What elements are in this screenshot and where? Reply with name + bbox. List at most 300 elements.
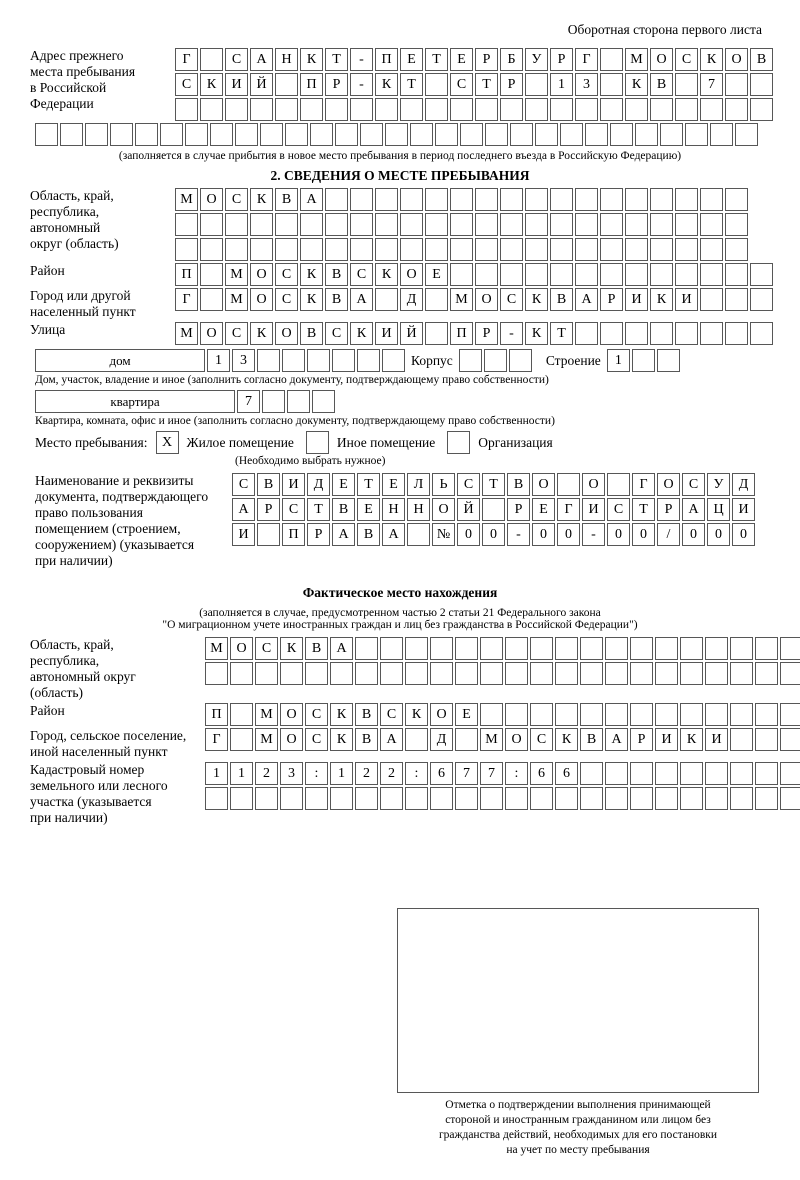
comb-cell[interactable] xyxy=(484,349,507,372)
comb-cell[interactable] xyxy=(705,703,728,726)
comb-cell[interactable]: С xyxy=(500,288,523,311)
comb-cell[interactable]: К xyxy=(375,263,398,286)
comb-cell[interactable]: - xyxy=(350,48,373,71)
comb-cell[interactable] xyxy=(755,728,778,751)
comb-cell[interactable]: Д xyxy=(400,288,423,311)
comb-cell[interactable]: 0 xyxy=(532,523,555,546)
comb-cell[interactable] xyxy=(135,123,158,146)
comb-cell[interactable]: Р xyxy=(507,498,530,521)
comb-cell[interactable] xyxy=(500,213,523,236)
comb-cell[interactable] xyxy=(250,98,273,121)
comb-cell[interactable] xyxy=(525,73,548,96)
comb-cell[interactable] xyxy=(755,637,778,660)
comb-cell[interactable] xyxy=(600,238,623,261)
comb-cell[interactable]: Е xyxy=(357,498,380,521)
comb-cell[interactable] xyxy=(450,98,473,121)
comb-cell[interactable] xyxy=(675,322,698,345)
comb-cell[interactable] xyxy=(425,238,448,261)
comb-cell[interactable] xyxy=(657,349,680,372)
comb-cell[interactable] xyxy=(525,238,548,261)
comb-cell[interactable] xyxy=(380,662,403,685)
comb-cell[interactable]: О xyxy=(400,263,423,286)
comb-cell[interactable] xyxy=(35,123,58,146)
comb-cell[interactable] xyxy=(375,213,398,236)
comb-cell[interactable] xyxy=(275,98,298,121)
comb-cell[interactable]: К xyxy=(330,728,353,751)
comb-cell[interactable] xyxy=(300,213,323,236)
comb-cell[interactable]: К xyxy=(250,322,273,345)
comb-cell[interactable] xyxy=(655,637,678,660)
comb-cell[interactable]: О xyxy=(250,288,273,311)
comb-cell[interactable] xyxy=(175,213,198,236)
comb-cell[interactable]: 0 xyxy=(732,523,755,546)
comb-cell[interactable] xyxy=(405,728,428,751)
comb-cell[interactable] xyxy=(460,123,483,146)
comb-cell[interactable]: С xyxy=(682,473,705,496)
comb-cell[interactable]: 1 xyxy=(230,762,253,785)
comb-cell[interactable]: Г xyxy=(175,288,198,311)
comb-cell[interactable]: - xyxy=(500,322,523,345)
comb-cell[interactable]: О xyxy=(275,322,298,345)
comb-cell[interactable]: 0 xyxy=(707,523,730,546)
comb-cell[interactable]: : xyxy=(505,762,528,785)
comb-cell[interactable]: Р xyxy=(475,322,498,345)
comb-cell[interactable]: Й xyxy=(457,498,480,521)
comb-cell[interactable] xyxy=(605,662,628,685)
comb-cell[interactable] xyxy=(275,213,298,236)
comb-cell[interactable]: А xyxy=(605,728,628,751)
comb-cell[interactable] xyxy=(355,637,378,660)
comb-cell[interactable]: О xyxy=(200,322,223,345)
comb-cell[interactable]: К xyxy=(200,73,223,96)
checkbox-residential[interactable]: X xyxy=(156,431,179,454)
comb-cell[interactable] xyxy=(575,263,598,286)
comb-cell[interactable] xyxy=(575,238,598,261)
comb-cell[interactable]: Т xyxy=(550,322,573,345)
comb-cell[interactable] xyxy=(555,637,578,660)
comb-cell[interactable] xyxy=(675,213,698,236)
comb-cell[interactable] xyxy=(325,188,348,211)
comb-cell[interactable] xyxy=(200,263,223,286)
comb-cell[interactable]: С xyxy=(380,703,403,726)
comb-cell[interactable]: И xyxy=(705,728,728,751)
comb-cell[interactable]: О xyxy=(250,263,273,286)
comb-cell[interactable]: Т xyxy=(482,473,505,496)
comb-cell[interactable]: М xyxy=(205,637,228,660)
comb-cell[interactable] xyxy=(600,98,623,121)
comb-cell[interactable] xyxy=(655,662,678,685)
comb-cell[interactable] xyxy=(505,703,528,726)
comb-cell[interactable]: В xyxy=(357,523,380,546)
comb-cell[interactable] xyxy=(85,123,108,146)
comb-cell[interactable] xyxy=(550,263,573,286)
comb-cell[interactable] xyxy=(325,98,348,121)
comb-cell[interactable] xyxy=(475,188,498,211)
confirmation-stamp-box[interactable] xyxy=(397,908,759,1093)
comb-cell[interactable] xyxy=(575,213,598,236)
comb-cell[interactable]: А xyxy=(382,523,405,546)
comb-cell[interactable]: К xyxy=(700,48,723,71)
comb-cell[interactable] xyxy=(607,473,630,496)
comb-cell[interactable]: 0 xyxy=(457,523,480,546)
comb-cell[interactable] xyxy=(625,188,648,211)
comb-cell[interactable] xyxy=(430,662,453,685)
comb-cell[interactable] xyxy=(660,123,683,146)
comb-cell[interactable] xyxy=(750,98,773,121)
comb-cell[interactable]: И xyxy=(232,523,255,546)
comb-cell[interactable] xyxy=(580,662,603,685)
comb-cell[interactable]: Б xyxy=(500,48,523,71)
comb-cell[interactable]: А xyxy=(350,288,373,311)
comb-cell[interactable] xyxy=(475,98,498,121)
comb-cell[interactable]: Д xyxy=(732,473,755,496)
comb-cell[interactable] xyxy=(350,213,373,236)
comb-cell[interactable]: В xyxy=(355,703,378,726)
comb-cell[interactable] xyxy=(287,390,310,413)
comb-cell[interactable] xyxy=(375,238,398,261)
comb-cell[interactable]: М xyxy=(225,288,248,311)
comb-cell[interactable] xyxy=(160,123,183,146)
comb-cell[interactable]: С xyxy=(450,73,473,96)
comb-cell[interactable]: С xyxy=(325,322,348,345)
comb-cell[interactable] xyxy=(780,728,800,751)
comb-cell[interactable]: В xyxy=(550,288,573,311)
comb-cell[interactable]: К xyxy=(525,322,548,345)
comb-cell[interactable] xyxy=(725,73,748,96)
comb-cell[interactable]: А xyxy=(380,728,403,751)
comb-cell[interactable]: Р xyxy=(550,48,573,71)
comb-cell[interactable] xyxy=(725,238,748,261)
comb-cell[interactable] xyxy=(355,787,378,810)
comb-cell[interactable]: 3 xyxy=(280,762,303,785)
comb-cell[interactable] xyxy=(635,123,658,146)
comb-cell[interactable] xyxy=(625,213,648,236)
comb-cell[interactable]: О xyxy=(505,728,528,751)
comb-cell[interactable]: С xyxy=(305,703,328,726)
comb-cell[interactable] xyxy=(60,123,83,146)
comb-cell[interactable] xyxy=(405,662,428,685)
comb-cell[interactable] xyxy=(750,288,773,311)
comb-cell[interactable]: П xyxy=(282,523,305,546)
comb-cell[interactable]: И xyxy=(655,728,678,751)
comb-cell[interactable]: С xyxy=(232,473,255,496)
comb-cell[interactable] xyxy=(257,349,280,372)
comb-cell[interactable] xyxy=(255,787,278,810)
comb-cell[interactable] xyxy=(262,390,285,413)
comb-cell[interactable] xyxy=(700,238,723,261)
comb-cell[interactable] xyxy=(650,213,673,236)
comb-cell[interactable]: С xyxy=(675,48,698,71)
comb-cell[interactable] xyxy=(605,703,628,726)
comb-cell[interactable]: М xyxy=(625,48,648,71)
comb-cell[interactable]: К xyxy=(300,48,323,71)
comb-cell[interactable] xyxy=(360,123,383,146)
comb-cell[interactable] xyxy=(575,98,598,121)
comb-cell[interactable]: У xyxy=(707,473,730,496)
comb-cell[interactable]: В xyxy=(325,288,348,311)
comb-cell[interactable] xyxy=(655,787,678,810)
comb-cell[interactable]: Е xyxy=(382,473,405,496)
comb-cell[interactable] xyxy=(475,263,498,286)
comb-cell[interactable]: 7 xyxy=(455,762,478,785)
comb-cell[interactable] xyxy=(700,213,723,236)
comb-cell[interactable]: К xyxy=(555,728,578,751)
comb-cell[interactable] xyxy=(725,98,748,121)
comb-cell[interactable]: Г xyxy=(175,48,198,71)
comb-cell[interactable]: 7 xyxy=(237,390,260,413)
comb-cell[interactable]: Р xyxy=(630,728,653,751)
comb-cell[interactable]: О xyxy=(230,637,253,660)
comb-cell[interactable] xyxy=(710,123,733,146)
comb-cell[interactable] xyxy=(325,213,348,236)
comb-cell[interactable]: Т xyxy=(307,498,330,521)
comb-cell[interactable] xyxy=(475,213,498,236)
comb-cell[interactable]: О xyxy=(532,473,555,496)
comb-cell[interactable]: О xyxy=(280,703,303,726)
comb-cell[interactable] xyxy=(275,238,298,261)
comb-cell[interactable] xyxy=(550,98,573,121)
comb-cell[interactable] xyxy=(730,703,753,726)
comb-cell[interactable]: А xyxy=(682,498,705,521)
comb-cell[interactable]: Т xyxy=(400,73,423,96)
comb-cell[interactable] xyxy=(500,188,523,211)
comb-cell[interactable] xyxy=(700,322,723,345)
comb-cell[interactable] xyxy=(550,213,573,236)
comb-cell[interactable]: К xyxy=(350,322,373,345)
comb-cell[interactable] xyxy=(755,662,778,685)
comb-cell[interactable]: 3 xyxy=(575,73,598,96)
comb-cell[interactable] xyxy=(600,322,623,345)
comb-cell[interactable] xyxy=(185,123,208,146)
comb-cell[interactable] xyxy=(680,762,703,785)
comb-cell[interactable]: С xyxy=(530,728,553,751)
comb-cell[interactable] xyxy=(260,123,283,146)
comb-cell[interactable]: С xyxy=(350,263,373,286)
comb-cell[interactable] xyxy=(385,123,408,146)
comb-cell[interactable] xyxy=(680,637,703,660)
comb-cell[interactable] xyxy=(300,238,323,261)
comb-cell[interactable] xyxy=(450,188,473,211)
comb-cell[interactable]: Т xyxy=(357,473,380,496)
comb-cell[interactable] xyxy=(650,322,673,345)
comb-cell[interactable] xyxy=(580,762,603,785)
comb-cell[interactable]: К xyxy=(650,288,673,311)
comb-cell[interactable]: Р xyxy=(657,498,680,521)
comb-cell[interactable] xyxy=(755,787,778,810)
comb-cell[interactable] xyxy=(200,238,223,261)
comb-cell[interactable]: Ц xyxy=(707,498,730,521)
comb-cell[interactable] xyxy=(632,349,655,372)
comb-cell[interactable] xyxy=(435,123,458,146)
comb-cell[interactable]: 2 xyxy=(355,762,378,785)
comb-cell[interactable] xyxy=(257,523,280,546)
comb-cell[interactable] xyxy=(700,288,723,311)
comb-cell[interactable] xyxy=(725,213,748,236)
comb-cell[interactable]: С xyxy=(282,498,305,521)
comb-cell[interactable]: К xyxy=(680,728,703,751)
comb-cell[interactable]: А xyxy=(332,523,355,546)
comb-cell[interactable]: О xyxy=(475,288,498,311)
comb-cell[interactable] xyxy=(375,98,398,121)
comb-cell[interactable]: О xyxy=(650,48,673,71)
comb-cell[interactable] xyxy=(480,662,503,685)
comb-cell[interactable]: О xyxy=(432,498,455,521)
comb-cell[interactable] xyxy=(575,322,598,345)
comb-cell[interactable] xyxy=(407,523,430,546)
comb-cell[interactable] xyxy=(530,662,553,685)
comb-cell[interactable]: А xyxy=(330,637,353,660)
comb-cell[interactable] xyxy=(210,123,233,146)
comb-cell[interactable] xyxy=(630,703,653,726)
comb-cell[interactable]: Р xyxy=(257,498,280,521)
comb-cell[interactable]: К xyxy=(625,73,648,96)
comb-cell[interactable] xyxy=(705,637,728,660)
comb-cell[interactable]: А xyxy=(575,288,598,311)
comb-cell[interactable] xyxy=(575,188,598,211)
comb-cell[interactable]: В xyxy=(332,498,355,521)
comb-cell[interactable]: К xyxy=(280,637,303,660)
comb-cell[interactable]: К xyxy=(300,288,323,311)
comb-cell[interactable] xyxy=(530,637,553,660)
comb-cell[interactable] xyxy=(450,213,473,236)
comb-cell[interactable] xyxy=(282,349,305,372)
comb-cell[interactable] xyxy=(625,322,648,345)
comb-cell[interactable]: Р xyxy=(500,73,523,96)
comb-cell[interactable] xyxy=(580,637,603,660)
comb-cell[interactable] xyxy=(480,703,503,726)
comb-cell[interactable] xyxy=(525,98,548,121)
comb-cell[interactable] xyxy=(750,263,773,286)
comb-cell[interactable] xyxy=(475,238,498,261)
comb-cell[interactable] xyxy=(312,390,335,413)
comb-cell[interactable] xyxy=(525,213,548,236)
comb-cell[interactable]: Г xyxy=(205,728,228,751)
comb-cell[interactable] xyxy=(730,762,753,785)
comb-cell[interactable]: - xyxy=(507,523,530,546)
comb-cell[interactable] xyxy=(650,263,673,286)
comb-cell[interactable]: О xyxy=(725,48,748,71)
comb-cell[interactable] xyxy=(275,73,298,96)
comb-cell[interactable]: В xyxy=(275,188,298,211)
comb-cell[interactable]: Т xyxy=(632,498,655,521)
comb-cell[interactable]: М xyxy=(450,288,473,311)
comb-cell[interactable] xyxy=(650,98,673,121)
comb-cell[interactable] xyxy=(630,662,653,685)
comb-cell[interactable] xyxy=(332,349,355,372)
comb-cell[interactable]: Р xyxy=(307,523,330,546)
comb-cell[interactable] xyxy=(780,703,800,726)
comb-cell[interactable]: 0 xyxy=(557,523,580,546)
comb-cell[interactable]: В xyxy=(325,263,348,286)
comb-cell[interactable]: 6 xyxy=(430,762,453,785)
comb-cell[interactable]: И xyxy=(625,288,648,311)
comb-cell[interactable]: С xyxy=(255,637,278,660)
comb-cell[interactable] xyxy=(680,703,703,726)
comb-cell[interactable]: - xyxy=(582,523,605,546)
comb-cell[interactable]: С xyxy=(305,728,328,751)
comb-cell[interactable]: Р xyxy=(325,73,348,96)
comb-cell[interactable]: П xyxy=(450,322,473,345)
comb-cell[interactable] xyxy=(550,238,573,261)
comb-cell[interactable] xyxy=(450,263,473,286)
comb-cell[interactable]: А xyxy=(300,188,323,211)
comb-cell[interactable]: А xyxy=(250,48,273,71)
comb-cell[interactable]: О xyxy=(280,728,303,751)
comb-cell[interactable]: Е xyxy=(400,48,423,71)
comb-cell[interactable] xyxy=(380,787,403,810)
comb-cell[interactable]: П xyxy=(175,263,198,286)
comb-cell[interactable]: Й xyxy=(400,322,423,345)
comb-cell[interactable] xyxy=(625,263,648,286)
comb-cell[interactable]: В xyxy=(305,637,328,660)
comb-cell[interactable] xyxy=(307,349,330,372)
comb-cell[interactable]: 3 xyxy=(232,349,255,372)
comb-cell[interactable] xyxy=(675,238,698,261)
comb-cell[interactable]: Й xyxy=(250,73,273,96)
comb-cell[interactable] xyxy=(525,188,548,211)
comb-cell[interactable] xyxy=(425,322,448,345)
comb-cell[interactable] xyxy=(350,98,373,121)
comb-cell[interactable] xyxy=(530,787,553,810)
comb-cell[interactable] xyxy=(730,637,753,660)
comb-cell[interactable]: О xyxy=(657,473,680,496)
comb-cell[interactable]: Р xyxy=(475,48,498,71)
comb-cell[interactable] xyxy=(705,787,728,810)
comb-cell[interactable]: Г xyxy=(557,498,580,521)
comb-cell[interactable]: 2 xyxy=(255,762,278,785)
comb-cell[interactable] xyxy=(430,787,453,810)
checkbox-organization[interactable] xyxy=(447,431,470,454)
comb-cell[interactable] xyxy=(555,662,578,685)
comb-cell[interactable]: В xyxy=(355,728,378,751)
comb-cell[interactable] xyxy=(400,188,423,211)
comb-cell[interactable] xyxy=(405,637,428,660)
comb-cell[interactable]: 7 xyxy=(480,762,503,785)
comb-cell[interactable] xyxy=(625,98,648,121)
checkbox-other-premises[interactable] xyxy=(306,431,329,454)
comb-cell[interactable] xyxy=(225,213,248,236)
comb-cell[interactable] xyxy=(330,662,353,685)
comb-cell[interactable] xyxy=(375,188,398,211)
comb-cell[interactable] xyxy=(230,728,253,751)
comb-cell[interactable]: Р xyxy=(600,288,623,311)
comb-cell[interactable]: И xyxy=(732,498,755,521)
comb-cell[interactable] xyxy=(580,787,603,810)
comb-cell[interactable]: : xyxy=(305,762,328,785)
comb-cell[interactable]: Е xyxy=(450,48,473,71)
comb-cell[interactable] xyxy=(605,787,628,810)
comb-cell[interactable] xyxy=(459,349,482,372)
comb-cell[interactable] xyxy=(525,263,548,286)
comb-cell[interactable]: Т xyxy=(425,48,448,71)
comb-cell[interactable] xyxy=(630,787,653,810)
comb-cell[interactable] xyxy=(175,238,198,261)
comb-cell[interactable] xyxy=(110,123,133,146)
comb-cell[interactable] xyxy=(730,787,753,810)
comb-cell[interactable] xyxy=(725,288,748,311)
comb-cell[interactable]: М xyxy=(175,322,198,345)
comb-cell[interactable] xyxy=(700,98,723,121)
comb-cell[interactable]: Н xyxy=(382,498,405,521)
comb-cell[interactable] xyxy=(175,98,198,121)
comb-cell[interactable] xyxy=(425,98,448,121)
comb-cell[interactable] xyxy=(500,238,523,261)
comb-cell[interactable] xyxy=(200,288,223,311)
comb-cell[interactable]: 1 xyxy=(207,349,230,372)
comb-cell[interactable] xyxy=(285,123,308,146)
comb-cell[interactable]: Л xyxy=(407,473,430,496)
comb-cell[interactable]: В xyxy=(300,322,323,345)
